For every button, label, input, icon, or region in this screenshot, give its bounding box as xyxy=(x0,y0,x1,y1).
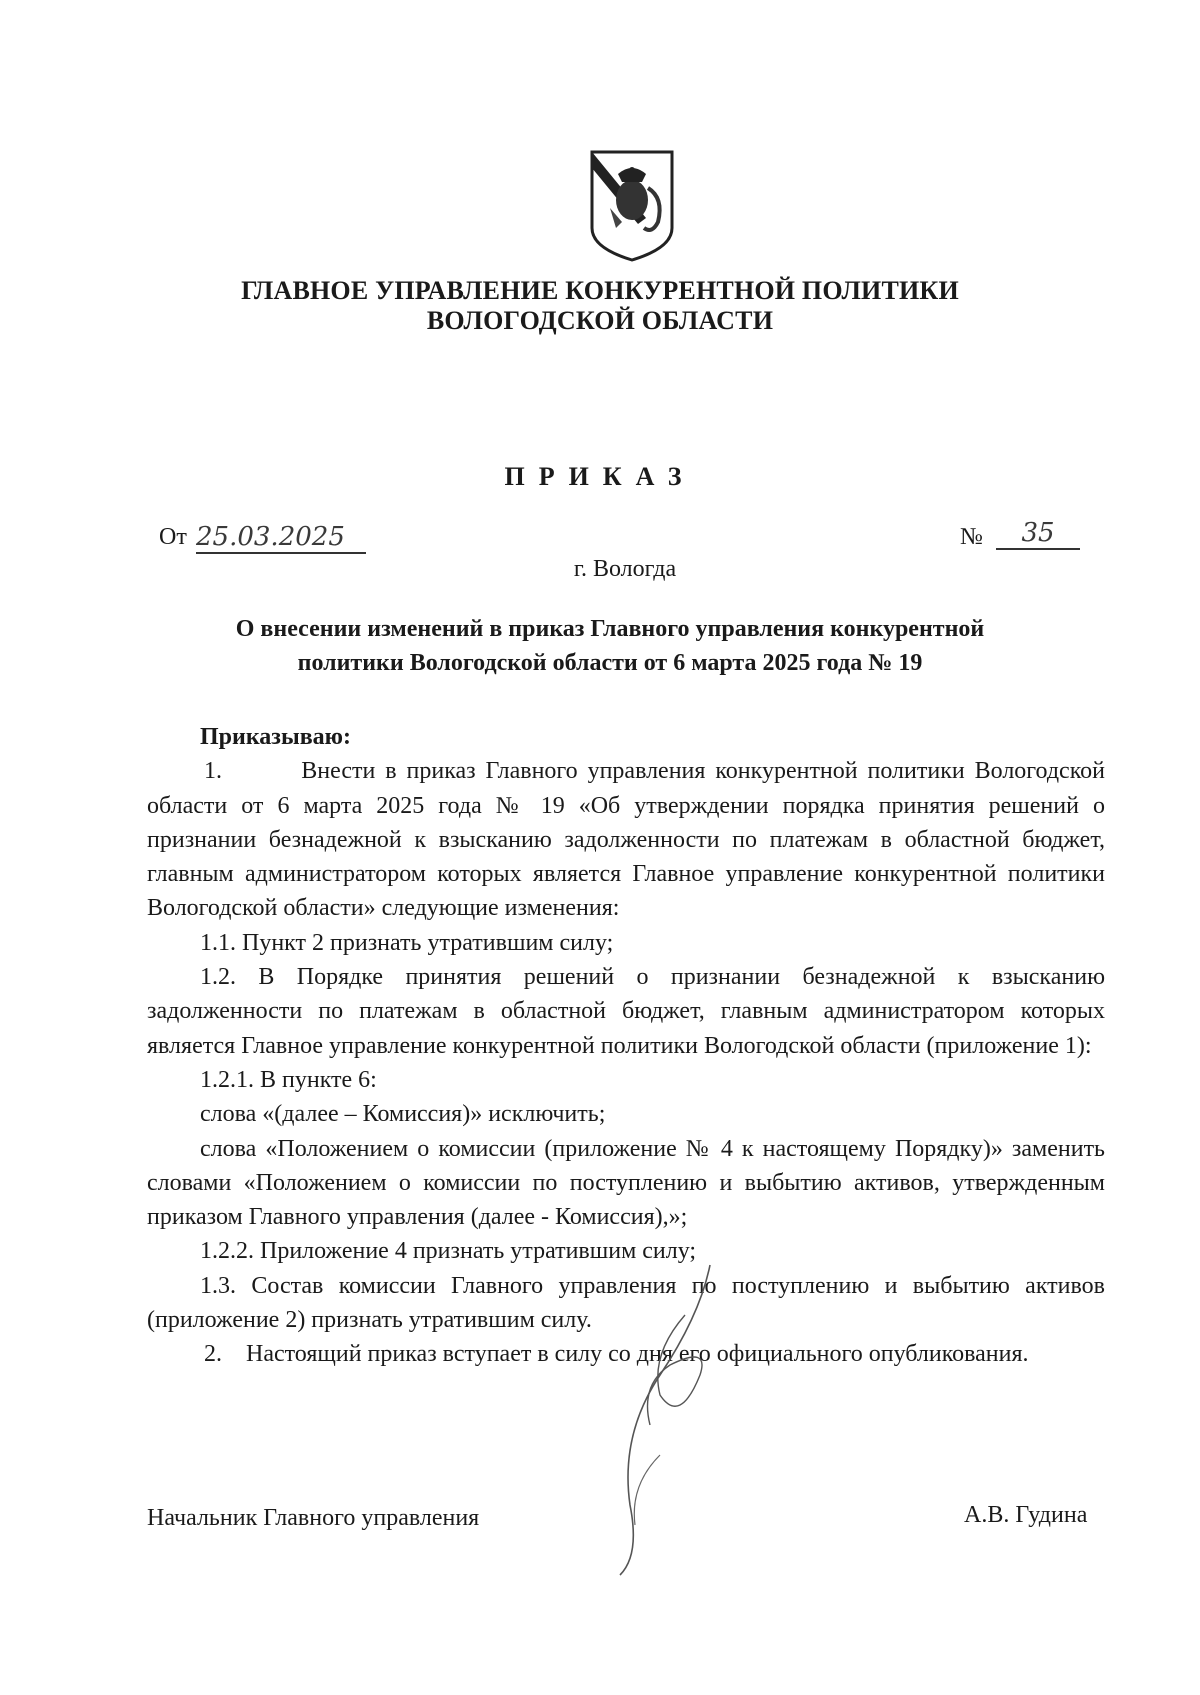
paragraph-1: 1. Внести в приказ Главного управления конкурентной политики Вологодской области от 6 марта 2025 года № 19 «Об утверждении порядка принятия решений о признании безнадежной к взысканию задолженности по платежам в областной бюджет, главным администратором которых является Главное управление конкурентной политики Вологодской области» следующие изменения: xyxy=(147,758,1105,922)
paragraph-words-1: слова «(далее – Комиссия)» исключить; xyxy=(200,1101,606,1128)
city: г. Вологда xyxy=(573,556,677,582)
signatory-name: А.В. Гудина xyxy=(964,1502,1088,1528)
date-label: От xyxy=(159,524,187,550)
subject-line1: О внесении изменений в приказ Главного управления конкурентной xyxy=(235,616,985,642)
organization-name-line2: ВОЛОГОДСКОЙ ОБЛАСТИ xyxy=(426,306,774,335)
paragraph-1-2: 1.2. В Порядке принятия решений о признании безнадежной к взысканию задолженности по платежам в областной бюджет, главным администратором которых является Главное управление конкурентной политики Вологодской области (приложение 1): xyxy=(147,964,1105,1059)
paragraph-words-2: слова «Положением о комиссии (приложение № 4 к настоящему Порядку)» заменить словами «Положением о комиссии по поступлению и выбытию активов, утвержденным приказом Главного управления (далее - Комиссия),»; xyxy=(147,1135,1105,1231)
coat-of-arms-emblem xyxy=(588,148,676,266)
date-handwritten: 25.03.2025 xyxy=(196,522,366,554)
number-label: № xyxy=(960,524,983,550)
paragraph-1-2-2: 1.2.2. Приложение 4 признать утратившим силу; xyxy=(200,1238,697,1265)
handwritten-signature xyxy=(590,1255,750,1585)
document-subject xyxy=(140,612,1080,680)
number-handwritten: 35 xyxy=(996,518,1080,550)
document-title: ПРИКАЗ xyxy=(504,462,696,491)
organization-name-line1: ГЛАВНОЕ УПРАВЛЕНИЕ КОНКУРЕНТНОЙ ПОЛИТИКИ xyxy=(241,276,959,305)
paragraph-2: 2. Настоящий приказ вступает в силу со дня его официального опубликования. xyxy=(204,1341,1029,1368)
subject-line2: политики Вологодской области от 6 марта 2025 года № 19 xyxy=(297,650,923,676)
signatory-position: Начальник Главного управления xyxy=(147,1505,480,1531)
paragraph-1-3: 1.3. Состав комиссии Главного управления по поступлению и выбытию активов (приложение 2) признать утратившим силу. xyxy=(147,1272,1105,1334)
order-word: Приказываю: xyxy=(200,724,351,750)
paragraph-1-2-1: 1.2.1. В пункте 6: xyxy=(200,1066,377,1093)
paragraph-1-1: 1.1. Пункт 2 признать утратившим силу; xyxy=(200,929,614,956)
